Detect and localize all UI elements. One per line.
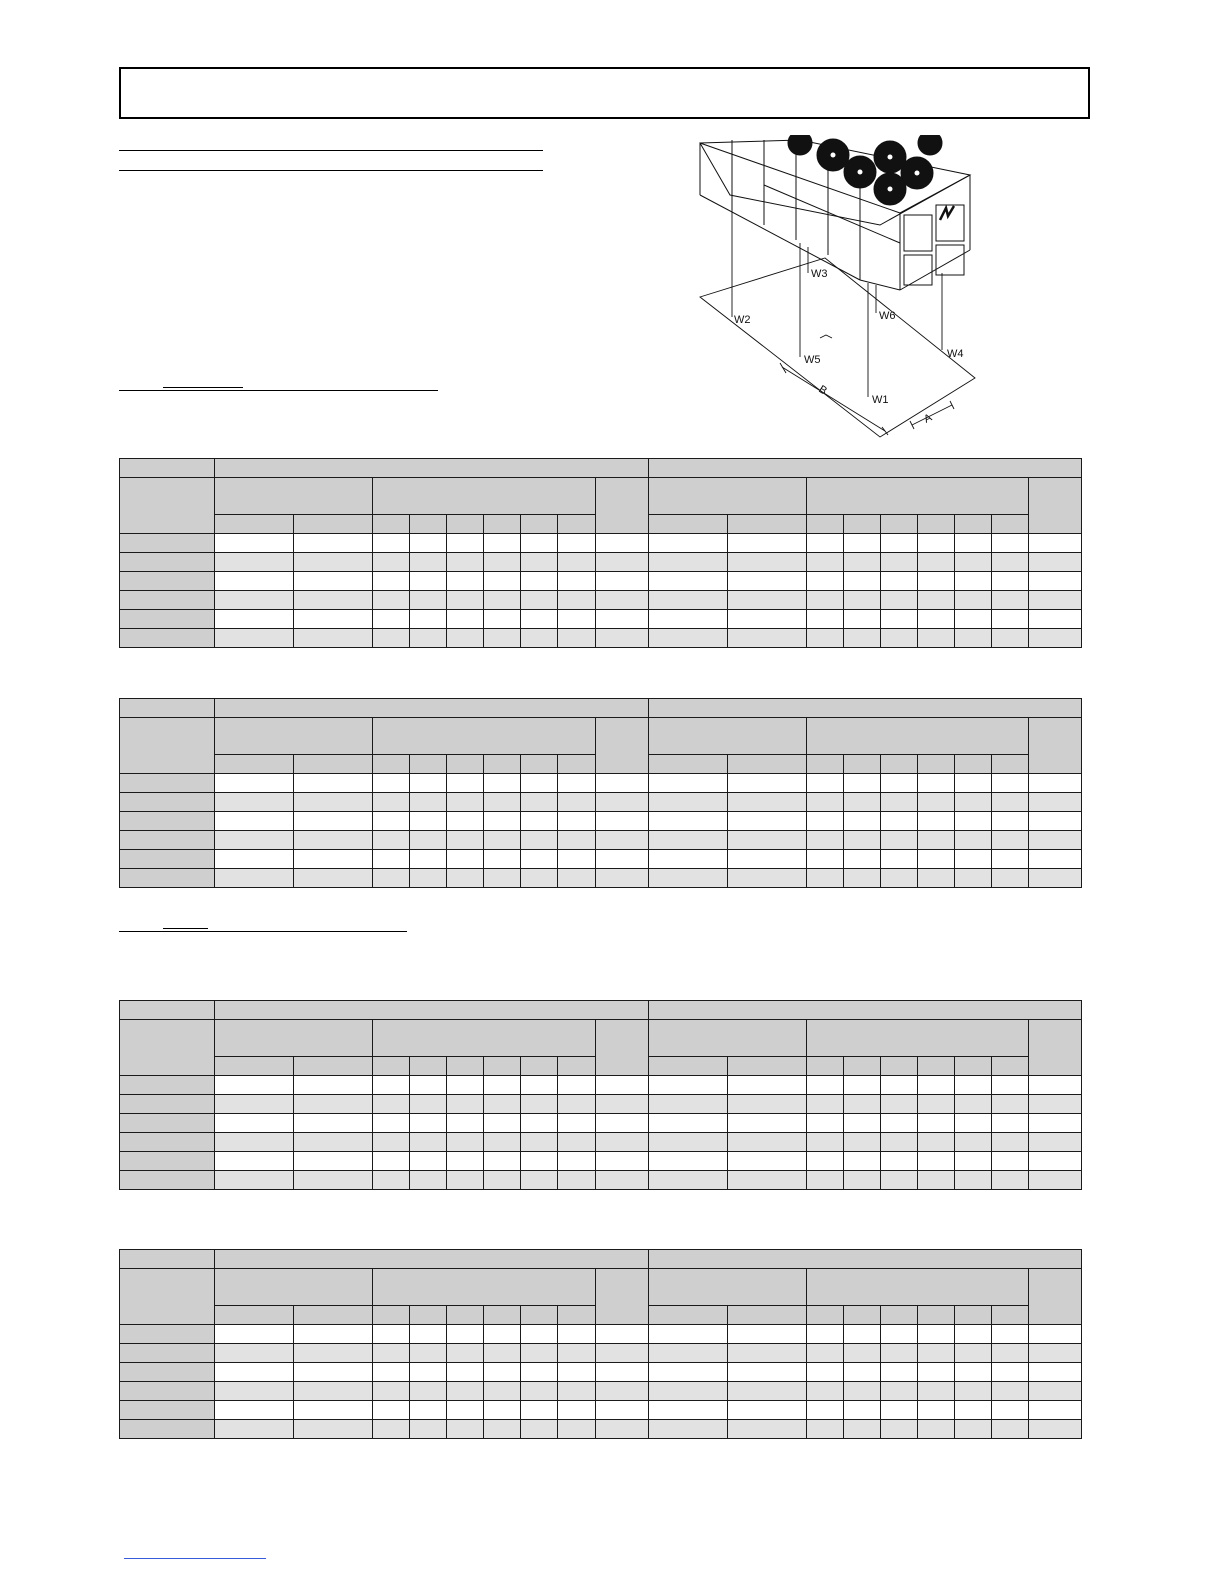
header-distribution: [373, 478, 596, 515]
header-group-left: [215, 459, 649, 478]
table-row: [120, 793, 1082, 812]
footer-link-rule[interactable]: [124, 1558, 266, 1559]
label-w1: W1: [872, 394, 889, 406]
table-row: [120, 1344, 1082, 1363]
weight-table-1: [119, 458, 1082, 648]
label-w2: W2: [734, 314, 751, 326]
table-row: [120, 1420, 1082, 1439]
page-title-box: [119, 67, 1090, 119]
table-row: [120, 1114, 1082, 1133]
subsection-rule-1-accent: [163, 387, 243, 388]
table-row: [120, 572, 1082, 591]
label-w4: W4: [947, 348, 964, 360]
header-group-right: [649, 459, 1082, 478]
table-row: [120, 1152, 1082, 1171]
table-row: [120, 1171, 1082, 1190]
table-row: [120, 831, 1082, 850]
floor-outline: [700, 258, 975, 437]
header-distribution: [807, 478, 1029, 515]
table-row: [120, 774, 1082, 793]
weight-table-2: [119, 698, 1082, 888]
section-rule-bottom: [119, 170, 543, 171]
unit-weight-distribution-diagram: [690, 135, 990, 440]
table-row: [120, 553, 1082, 572]
weight-table-4: [119, 1249, 1082, 1439]
header-corner: [120, 459, 215, 478]
table-row: [120, 1133, 1082, 1152]
table-row: [120, 850, 1082, 869]
table-row: [120, 812, 1082, 831]
header-total: [596, 478, 649, 534]
header-total: [1029, 478, 1082, 534]
label-w3: W3: [811, 268, 828, 280]
weight-table-3: [119, 1000, 1082, 1190]
table-row: [120, 1382, 1082, 1401]
table-row: [120, 610, 1082, 629]
subsection-rule-1: [119, 390, 438, 391]
label-b: B: [816, 383, 829, 398]
subsection-rule-2-accent: [163, 928, 208, 929]
fan-icon: [788, 135, 812, 155]
table-row: [120, 1363, 1082, 1382]
header-weight: [649, 478, 807, 515]
table-row: [120, 1076, 1082, 1095]
table-row: [120, 1095, 1082, 1114]
table-row: [120, 629, 1082, 648]
section-rule-top: [119, 150, 543, 151]
table-row: [120, 534, 1082, 553]
header-weight: [215, 478, 373, 515]
table-row: [120, 1325, 1082, 1344]
brand-logo-icon: [940, 206, 954, 220]
table-row: [120, 869, 1082, 888]
header-model: [120, 478, 215, 534]
label-w5: W5: [804, 354, 821, 366]
table-row: [120, 591, 1082, 610]
label-a: A: [922, 411, 934, 426]
table-row: [120, 1401, 1082, 1420]
label-w6: W6: [879, 310, 896, 322]
subsection-rule-2: [119, 931, 407, 932]
fan-icon: [918, 135, 942, 155]
